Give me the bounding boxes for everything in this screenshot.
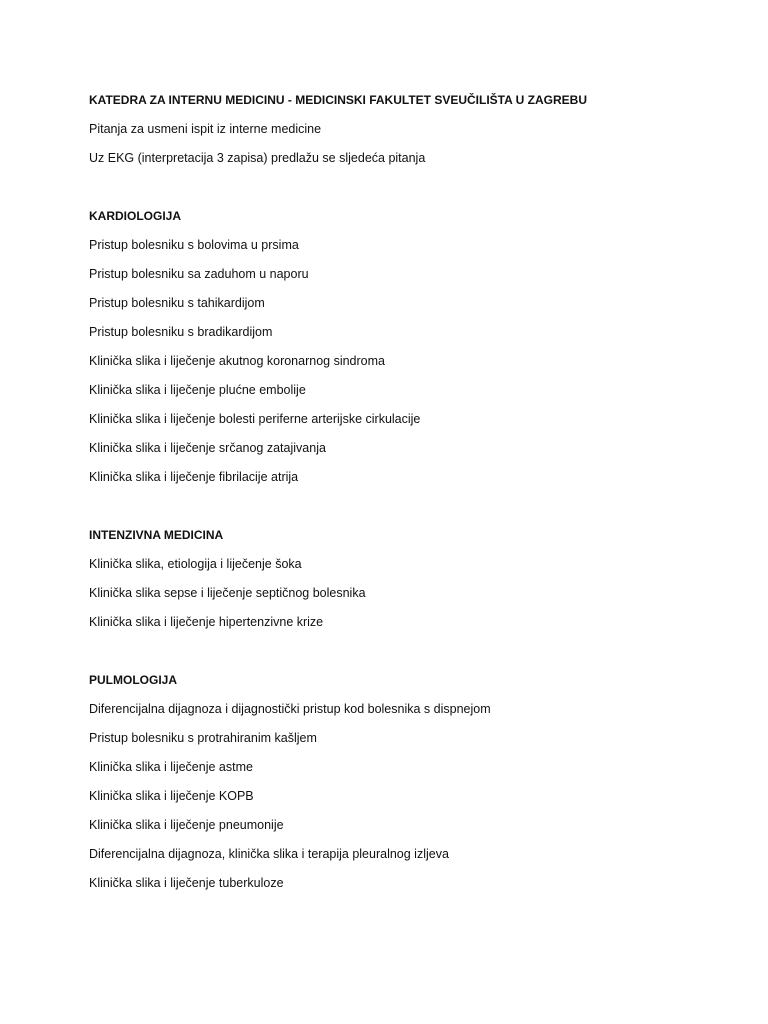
section-heading-pulmologija: PULMOLOGIJA	[89, 673, 178, 687]
document-intro: Uz EKG (interpretacija 3 zapisa) predlažu se sljedeća pitanja	[89, 151, 426, 165]
question-item: Klinička slika i liječenje fibrilacije atrija	[89, 470, 299, 484]
question-item: Klinička slika i liječenje plućne embolije	[89, 383, 306, 397]
question-item: Diferencijalna dijagnoza i dijagnostički pristup kod bolesnika s dispnejom	[89, 702, 491, 716]
question-item: Klinička slika i liječenje srčanog zatajivanja	[89, 441, 326, 455]
question-item: Pristup bolesniku s bradikardijom	[89, 325, 273, 339]
question-item: Klinička slika i liječenje pneumonije	[89, 818, 284, 832]
question-item: Diferencijalna dijagnoza, klinička slika i terapija pleuralnog izljeva	[89, 847, 449, 861]
question-item: Pristup bolesniku sa zaduhom u naporu	[89, 267, 309, 281]
question-item: Pristup bolesniku s tahikardijom	[89, 296, 265, 310]
document-subtitle: Pitanja za usmeni ispit iz interne medicine	[89, 122, 322, 136]
question-item: Klinička slika, etiologija i liječenje šoka	[89, 557, 302, 571]
question-item: Klinička slika sepse i liječenje septičnog bolesnika	[89, 586, 366, 600]
question-item: Klinička slika i liječenje bolesti periferne arterijske cirkulacije	[89, 412, 421, 426]
section-heading-intenzivna-medicina: INTENZIVNA MEDICINA	[89, 528, 224, 542]
question-item: Klinička slika i liječenje hipertenzivne krize	[89, 615, 324, 629]
document-title: KATEDRA ZA INTERNU MEDICINU - MEDICINSKI FAKULTET SVEUČILIŠTA U ZAGREBU	[89, 93, 587, 107]
question-item: Klinička slika i liječenje akutnog koronarnog sindroma	[89, 354, 385, 368]
question-item: Pristup bolesniku s bolovima u prsima	[89, 238, 299, 252]
question-item: Klinička slika i liječenje tuberkuloze	[89, 876, 284, 890]
section-heading-kardiologija: KARDIOLOGIJA	[89, 209, 182, 223]
document-body	[89, 92, 749, 904]
question-item: Klinička slika i liječenje astme	[89, 760, 253, 774]
question-item: Pristup bolesniku s protrahiranim kašljem	[89, 731, 317, 745]
question-item: Klinička slika i liječenje KOPB	[89, 789, 254, 803]
